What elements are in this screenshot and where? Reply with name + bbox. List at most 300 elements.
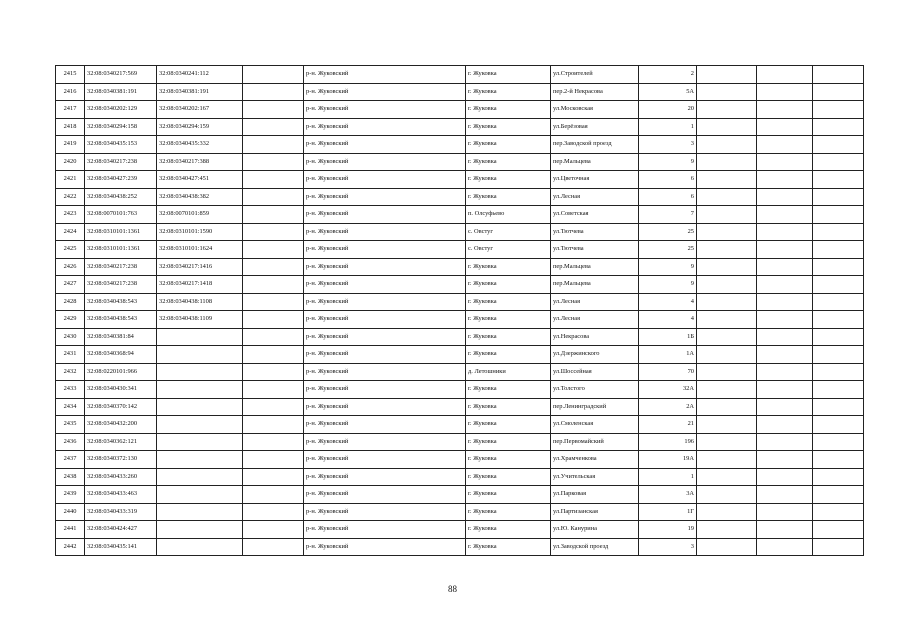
object-cadastral-number-cell bbox=[157, 398, 243, 416]
object-cadastral-number-cell: 32:08:0340438:382 bbox=[157, 188, 243, 206]
empty-cell bbox=[697, 346, 757, 364]
house-number-cell: 19 bbox=[639, 521, 697, 539]
district-cell: р-н. Жуковский bbox=[304, 276, 466, 294]
settlement-cell: г. Жуковка bbox=[466, 66, 551, 84]
cadastral-number-cell: 32:08:0340430:341 bbox=[85, 381, 157, 399]
empty-cell bbox=[697, 311, 757, 329]
district-cell: р-н. Жуковский bbox=[304, 241, 466, 259]
table-row bbox=[56, 223, 864, 241]
cadastral-number-cell: 32:08:0340381:191 bbox=[85, 83, 157, 101]
street-cell: пер.Мальцева bbox=[551, 258, 639, 276]
district-cell: р-н. Жуковский bbox=[304, 521, 466, 539]
empty-cell bbox=[757, 83, 813, 101]
cadastral-number-cell: 32:08:0340432:200 bbox=[85, 416, 157, 434]
empty-cell bbox=[757, 398, 813, 416]
settlement-cell: г. Жуковка bbox=[466, 153, 551, 171]
row-number: 2420 bbox=[56, 153, 85, 171]
table-row bbox=[56, 241, 864, 259]
cadastral-number-cell: 32:08:0340435:153 bbox=[85, 136, 157, 154]
empty-cell bbox=[243, 118, 304, 136]
object-cadastral-number-cell bbox=[157, 486, 243, 504]
street-cell: ул.Партизанская bbox=[551, 503, 639, 521]
house-number-cell: 3 bbox=[639, 538, 697, 556]
cadastral-number-cell: 32:08:0340217:238 bbox=[85, 276, 157, 294]
street-cell: ул.Берёзовая bbox=[551, 118, 639, 136]
district-cell: р-н. Жуковский bbox=[304, 171, 466, 189]
empty-cell bbox=[243, 276, 304, 294]
empty-cell bbox=[697, 398, 757, 416]
empty-cell bbox=[813, 171, 864, 189]
object-cadastral-number-cell: 32:08:0340241:112 bbox=[157, 66, 243, 84]
empty-cell bbox=[757, 346, 813, 364]
row-number: 2436 bbox=[56, 433, 85, 451]
street-cell: ул.Московская bbox=[551, 101, 639, 119]
empty-cell bbox=[757, 538, 813, 556]
empty-cell bbox=[813, 381, 864, 399]
cadastral-number-cell: 32:08:0340433:463 bbox=[85, 486, 157, 504]
empty-cell bbox=[243, 503, 304, 521]
empty-cell bbox=[243, 66, 304, 84]
table-row bbox=[56, 346, 864, 364]
cadastral-number-cell: 32:08:0340381:84 bbox=[85, 328, 157, 346]
table-row bbox=[56, 328, 864, 346]
empty-cell bbox=[697, 101, 757, 119]
district-cell: р-н. Жуковский bbox=[304, 206, 466, 224]
empty-cell bbox=[697, 416, 757, 434]
object-cadastral-number-cell bbox=[157, 538, 243, 556]
empty-cell bbox=[813, 521, 864, 539]
house-number-cell: 6 bbox=[639, 171, 697, 189]
object-cadastral-number-cell bbox=[157, 521, 243, 539]
settlement-cell: г. Жуковка bbox=[466, 486, 551, 504]
empty-cell bbox=[697, 276, 757, 294]
settlement-cell: г. Жуковка bbox=[466, 293, 551, 311]
empty-cell bbox=[813, 276, 864, 294]
table-row bbox=[56, 293, 864, 311]
settlement-cell: г. Жуковка bbox=[466, 503, 551, 521]
district-cell: р-н. Жуковский bbox=[304, 293, 466, 311]
empty-cell bbox=[813, 433, 864, 451]
register-table bbox=[55, 65, 864, 556]
empty-cell bbox=[757, 276, 813, 294]
empty-cell bbox=[757, 311, 813, 329]
object-cadastral-number-cell: 32:08:0340427:451 bbox=[157, 171, 243, 189]
empty-cell bbox=[813, 293, 864, 311]
house-number-cell: 32А bbox=[639, 381, 697, 399]
page-number: 88 bbox=[448, 584, 457, 594]
district-cell: р-н. Жуковский bbox=[304, 346, 466, 364]
cadastral-number-cell: 32:08:0340427:239 bbox=[85, 171, 157, 189]
house-number-cell: 1Б bbox=[639, 328, 697, 346]
settlement-cell: г. Жуковка bbox=[466, 416, 551, 434]
object-cadastral-number-cell bbox=[157, 346, 243, 364]
table-row bbox=[56, 398, 864, 416]
row-number: 2416 bbox=[56, 83, 85, 101]
empty-cell bbox=[697, 153, 757, 171]
settlement-cell: г. Жуковка bbox=[466, 521, 551, 539]
empty-cell bbox=[243, 206, 304, 224]
district-cell: р-н. Жуковский bbox=[304, 311, 466, 329]
district-cell: р-н. Жуковский bbox=[304, 188, 466, 206]
table-row bbox=[56, 188, 864, 206]
house-number-cell: 25 bbox=[639, 241, 697, 259]
street-cell: ул.Лесная bbox=[551, 311, 639, 329]
row-number: 2439 bbox=[56, 486, 85, 504]
table-row bbox=[56, 503, 864, 521]
district-cell: р-н. Жуковский bbox=[304, 66, 466, 84]
cadastral-number-cell: 32:08:0340435:141 bbox=[85, 538, 157, 556]
empty-cell bbox=[813, 83, 864, 101]
house-number-cell: 5А bbox=[639, 83, 697, 101]
empty-cell bbox=[757, 433, 813, 451]
street-cell: ул.Лесная bbox=[551, 188, 639, 206]
street-cell: ул.Толстого bbox=[551, 381, 639, 399]
street-cell: пер.Заводской проезд bbox=[551, 136, 639, 154]
empty-cell bbox=[757, 363, 813, 381]
empty-cell bbox=[813, 311, 864, 329]
house-number-cell: 25 bbox=[639, 223, 697, 241]
empty-cell bbox=[813, 153, 864, 171]
house-number-cell: 1А bbox=[639, 346, 697, 364]
house-number-cell: 2 bbox=[639, 66, 697, 84]
house-number-cell: 20 bbox=[639, 101, 697, 119]
empty-cell bbox=[757, 451, 813, 469]
district-cell: р-н. Жуковский bbox=[304, 363, 466, 381]
district-cell: р-н. Жуковский bbox=[304, 153, 466, 171]
cadastral-number-cell: 32:08:0340362:121 bbox=[85, 433, 157, 451]
object-cadastral-number-cell: 32:08:0340381:191 bbox=[157, 83, 243, 101]
settlement-cell: д. Летошники bbox=[466, 363, 551, 381]
settlement-cell: с. Овстуг bbox=[466, 223, 551, 241]
object-cadastral-number-cell bbox=[157, 451, 243, 469]
empty-cell bbox=[697, 66, 757, 84]
object-cadastral-number-cell bbox=[157, 363, 243, 381]
object-cadastral-number-cell bbox=[157, 416, 243, 434]
register-rows bbox=[56, 66, 864, 556]
empty-cell bbox=[813, 223, 864, 241]
empty-cell bbox=[697, 293, 757, 311]
empty-cell bbox=[813, 451, 864, 469]
table-row bbox=[56, 276, 864, 294]
table-row bbox=[56, 363, 864, 381]
cadastral-number-cell: 32:08:0340372:130 bbox=[85, 451, 157, 469]
house-number-cell: 4 bbox=[639, 311, 697, 329]
object-cadastral-number-cell: 32:08:0070101:859 bbox=[157, 206, 243, 224]
street-cell: ул.Парковая bbox=[551, 486, 639, 504]
empty-cell bbox=[697, 503, 757, 521]
empty-cell bbox=[813, 206, 864, 224]
empty-cell bbox=[243, 451, 304, 469]
empty-cell bbox=[813, 66, 864, 84]
street-cell: пер.Мальцева bbox=[551, 276, 639, 294]
empty-cell bbox=[813, 118, 864, 136]
street-cell: пер.Первомайский bbox=[551, 433, 639, 451]
settlement-cell: г. Жуковка bbox=[466, 328, 551, 346]
row-number: 2429 bbox=[56, 311, 85, 329]
row-number: 2431 bbox=[56, 346, 85, 364]
object-cadastral-number-cell: 32:08:0340217:388 bbox=[157, 153, 243, 171]
cadastral-number-cell: 32:08:0340294:158 bbox=[85, 118, 157, 136]
house-number-cell: 19А bbox=[639, 451, 697, 469]
street-cell: пер.Мальцева bbox=[551, 153, 639, 171]
cadastral-number-cell: 32:08:0310101:1361 bbox=[85, 241, 157, 259]
object-cadastral-number-cell: 32:08:0340217:1416 bbox=[157, 258, 243, 276]
table-row bbox=[56, 206, 864, 224]
settlement-cell: г. Жуковка bbox=[466, 311, 551, 329]
street-cell: ул.Храмченкова bbox=[551, 451, 639, 469]
row-number: 2421 bbox=[56, 171, 85, 189]
house-number-cell: 9 bbox=[639, 153, 697, 171]
table-row bbox=[56, 468, 864, 486]
empty-cell bbox=[243, 486, 304, 504]
street-cell: пер.Ленинградский bbox=[551, 398, 639, 416]
house-number-cell: 2А bbox=[639, 398, 697, 416]
object-cadastral-number-cell bbox=[157, 468, 243, 486]
empty-cell bbox=[697, 171, 757, 189]
cadastral-number-cell: 32:08:0340370:142 bbox=[85, 398, 157, 416]
empty-cell bbox=[757, 206, 813, 224]
house-number-cell: 3 bbox=[639, 136, 697, 154]
settlement-cell: п. Олсуфьево bbox=[466, 206, 551, 224]
row-number: 2440 bbox=[56, 503, 85, 521]
row-number: 2432 bbox=[56, 363, 85, 381]
district-cell: р-н. Жуковский bbox=[304, 468, 466, 486]
row-number: 2434 bbox=[56, 398, 85, 416]
empty-cell bbox=[697, 451, 757, 469]
empty-cell bbox=[813, 538, 864, 556]
empty-cell bbox=[757, 101, 813, 119]
street-cell: ул.Тютчева bbox=[551, 223, 639, 241]
empty-cell bbox=[813, 136, 864, 154]
empty-cell bbox=[243, 171, 304, 189]
cadastral-number-cell: 32:08:0340438:543 bbox=[85, 311, 157, 329]
empty-cell bbox=[757, 416, 813, 434]
row-number: 2418 bbox=[56, 118, 85, 136]
empty-cell bbox=[243, 188, 304, 206]
row-number: 2415 bbox=[56, 66, 85, 84]
empty-cell bbox=[697, 241, 757, 259]
empty-cell bbox=[243, 223, 304, 241]
house-number-cell: 196 bbox=[639, 433, 697, 451]
row-number: 2428 bbox=[56, 293, 85, 311]
empty-cell bbox=[243, 311, 304, 329]
district-cell: р-н. Жуковский bbox=[304, 381, 466, 399]
empty-cell bbox=[813, 486, 864, 504]
settlement-cell: г. Жуковка bbox=[466, 83, 551, 101]
empty-cell bbox=[757, 328, 813, 346]
empty-cell bbox=[813, 503, 864, 521]
district-cell: р-н. Жуковский bbox=[304, 83, 466, 101]
table-row bbox=[56, 66, 864, 84]
settlement-cell: г. Жуковка bbox=[466, 468, 551, 486]
settlement-cell: г. Жуковка bbox=[466, 398, 551, 416]
house-number-cell: 3А bbox=[639, 486, 697, 504]
street-cell: ул.Смоленская bbox=[551, 416, 639, 434]
district-cell: р-н. Жуковский bbox=[304, 223, 466, 241]
table-row bbox=[56, 118, 864, 136]
object-cadastral-number-cell: 32:08:0340294:159 bbox=[157, 118, 243, 136]
empty-cell bbox=[697, 538, 757, 556]
row-number: 2419 bbox=[56, 136, 85, 154]
table-row bbox=[56, 258, 864, 276]
empty-cell bbox=[697, 433, 757, 451]
empty-cell bbox=[697, 258, 757, 276]
empty-cell bbox=[757, 293, 813, 311]
empty-cell bbox=[243, 468, 304, 486]
street-cell: ул.Шоссейная bbox=[551, 363, 639, 381]
district-cell: р-н. Жуковский bbox=[304, 328, 466, 346]
district-cell: р-н. Жуковский bbox=[304, 433, 466, 451]
empty-cell bbox=[813, 258, 864, 276]
street-cell: ул.Цветочная bbox=[551, 171, 639, 189]
empty-cell bbox=[697, 223, 757, 241]
cadastral-number-cell: 32:08:0340217:238 bbox=[85, 153, 157, 171]
house-number-cell: 70 bbox=[639, 363, 697, 381]
row-number: 2437 bbox=[56, 451, 85, 469]
settlement-cell: с. Овстуг bbox=[466, 241, 551, 259]
row-number: 2438 bbox=[56, 468, 85, 486]
object-cadastral-number-cell: 32:08:0310101:1590 bbox=[157, 223, 243, 241]
cadastral-number-cell: 32:08:0310101:1361 bbox=[85, 223, 157, 241]
table-row bbox=[56, 486, 864, 504]
district-cell: р-н. Жуковский bbox=[304, 486, 466, 504]
district-cell: р-н. Жуковский bbox=[304, 118, 466, 136]
empty-cell bbox=[813, 101, 864, 119]
house-number-cell: 1Г bbox=[639, 503, 697, 521]
empty-cell bbox=[243, 416, 304, 434]
street-cell: ул.Строителей bbox=[551, 66, 639, 84]
table-row bbox=[56, 451, 864, 469]
empty-cell bbox=[757, 66, 813, 84]
table-row bbox=[56, 416, 864, 434]
empty-cell bbox=[813, 416, 864, 434]
house-number-cell: 1 bbox=[639, 468, 697, 486]
empty-cell bbox=[243, 258, 304, 276]
street-cell: ул.Учительская bbox=[551, 468, 639, 486]
cadastral-number-cell: 32:08:0340217:569 bbox=[85, 66, 157, 84]
street-cell: ул.Некрасова bbox=[551, 328, 639, 346]
object-cadastral-number-cell bbox=[157, 433, 243, 451]
table-row bbox=[56, 153, 864, 171]
row-number: 2441 bbox=[56, 521, 85, 539]
settlement-cell: г. Жуковка bbox=[466, 171, 551, 189]
table-row bbox=[56, 136, 864, 154]
district-cell: р-н. Жуковский bbox=[304, 503, 466, 521]
empty-cell bbox=[813, 398, 864, 416]
empty-cell bbox=[697, 381, 757, 399]
row-number: 2427 bbox=[56, 276, 85, 294]
empty-cell bbox=[697, 188, 757, 206]
empty-cell bbox=[757, 171, 813, 189]
cadastral-number-cell: 32:08:0340438:543 bbox=[85, 293, 157, 311]
settlement-cell: г. Жуковка bbox=[466, 258, 551, 276]
row-number: 2425 bbox=[56, 241, 85, 259]
street-cell: ул.Тютчева bbox=[551, 241, 639, 259]
settlement-cell: г. Жуковка bbox=[466, 276, 551, 294]
table-row bbox=[56, 538, 864, 556]
district-cell: р-н. Жуковский bbox=[304, 398, 466, 416]
empty-cell bbox=[757, 258, 813, 276]
house-number-cell: 4 bbox=[639, 293, 697, 311]
empty-cell bbox=[243, 433, 304, 451]
cadastral-number-cell: 32:08:0220101:966 bbox=[85, 363, 157, 381]
table-row bbox=[56, 101, 864, 119]
street-cell: пер.2-й Некрасова bbox=[551, 83, 639, 101]
street-cell: ул.Дзержинского bbox=[551, 346, 639, 364]
empty-cell bbox=[243, 101, 304, 119]
cadastral-number-cell: 32:08:0340433:260 bbox=[85, 468, 157, 486]
settlement-cell: г. Жуковка bbox=[466, 433, 551, 451]
district-cell: р-н. Жуковский bbox=[304, 258, 466, 276]
settlement-cell: г. Жуковка bbox=[466, 118, 551, 136]
object-cadastral-number-cell: 32:08:0340438:1108 bbox=[157, 293, 243, 311]
empty-cell bbox=[697, 363, 757, 381]
district-cell: р-н. Жуковский bbox=[304, 101, 466, 119]
row-number: 2422 bbox=[56, 188, 85, 206]
settlement-cell: г. Жуковка bbox=[466, 538, 551, 556]
empty-cell bbox=[697, 206, 757, 224]
empty-cell bbox=[813, 346, 864, 364]
settlement-cell: г. Жуковка bbox=[466, 346, 551, 364]
settlement-cell: г. Жуковка bbox=[466, 451, 551, 469]
object-cadastral-number-cell: 32:08:0310101:1624 bbox=[157, 241, 243, 259]
empty-cell bbox=[757, 118, 813, 136]
empty-cell bbox=[697, 486, 757, 504]
empty-cell bbox=[243, 153, 304, 171]
empty-cell bbox=[757, 486, 813, 504]
house-number-cell: 7 bbox=[639, 206, 697, 224]
row-number: 2430 bbox=[56, 328, 85, 346]
house-number-cell: 6 bbox=[639, 188, 697, 206]
empty-cell bbox=[757, 153, 813, 171]
object-cadastral-number-cell: 32:08:0340217:1418 bbox=[157, 276, 243, 294]
row-number: 2442 bbox=[56, 538, 85, 556]
street-cell: ул.Лесная bbox=[551, 293, 639, 311]
cadastral-number-cell: 32:08:0070101:763 bbox=[85, 206, 157, 224]
empty-cell bbox=[697, 328, 757, 346]
empty-cell bbox=[813, 188, 864, 206]
empty-cell bbox=[243, 328, 304, 346]
empty-cell bbox=[243, 381, 304, 399]
house-number-cell: 9 bbox=[639, 276, 697, 294]
empty-cell bbox=[243, 346, 304, 364]
table-row bbox=[56, 521, 864, 539]
row-number: 2426 bbox=[56, 258, 85, 276]
empty-cell bbox=[243, 83, 304, 101]
house-number-cell: 9 bbox=[639, 258, 697, 276]
cadastral-number-cell: 32:08:0340433:319 bbox=[85, 503, 157, 521]
empty-cell bbox=[697, 136, 757, 154]
empty-cell bbox=[697, 521, 757, 539]
cadastral-number-cell: 32:08:0340202:129 bbox=[85, 101, 157, 119]
settlement-cell: г. Жуковка bbox=[466, 136, 551, 154]
district-cell: р-н. Жуковский bbox=[304, 451, 466, 469]
object-cadastral-number-cell: 32:08:0340438:1109 bbox=[157, 311, 243, 329]
row-number: 2417 bbox=[56, 101, 85, 119]
empty-cell bbox=[813, 363, 864, 381]
object-cadastral-number-cell: 32:08:0340435:332 bbox=[157, 136, 243, 154]
empty-cell bbox=[243, 538, 304, 556]
empty-cell bbox=[243, 363, 304, 381]
street-cell: ул.Заводской проезд bbox=[551, 538, 639, 556]
empty-cell bbox=[243, 521, 304, 539]
empty-cell bbox=[697, 468, 757, 486]
empty-cell bbox=[697, 118, 757, 136]
object-cadastral-number-cell bbox=[157, 328, 243, 346]
row-number: 2423 bbox=[56, 206, 85, 224]
table-row bbox=[56, 433, 864, 451]
street-cell: ул.Советская bbox=[551, 206, 639, 224]
